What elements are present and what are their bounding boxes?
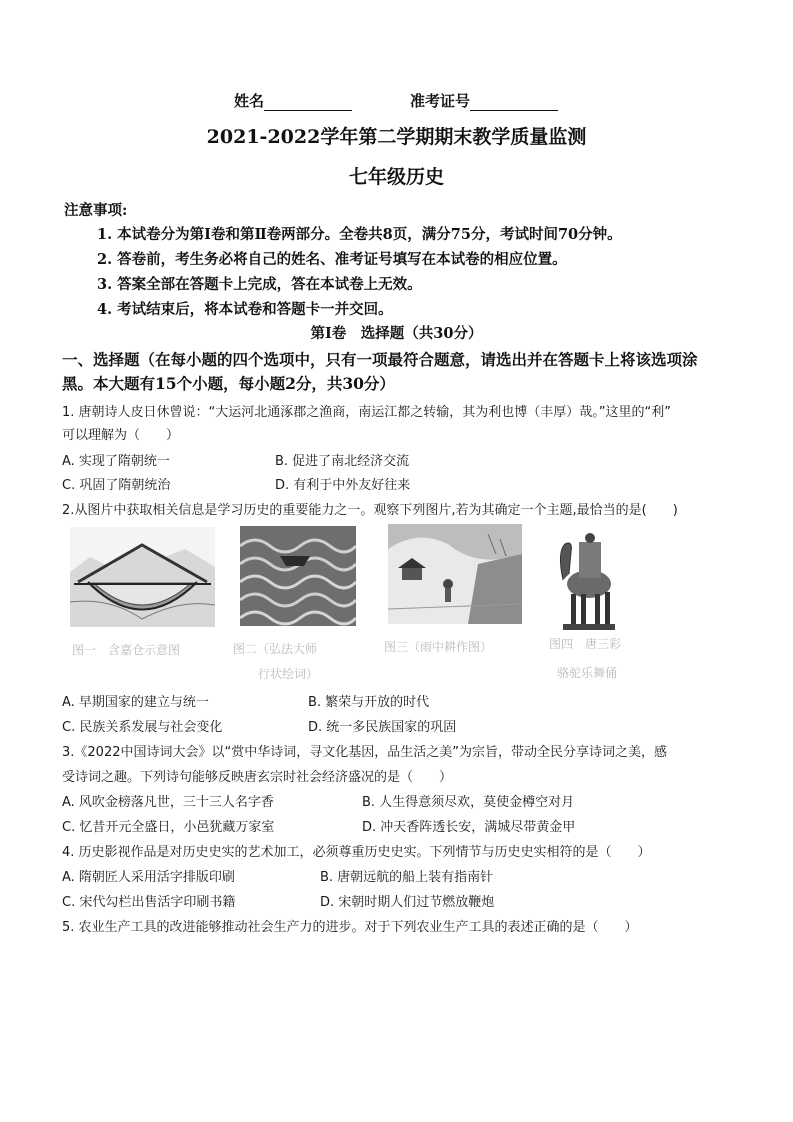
notice-item: 4. 考试结束后，将本试卷和答题卡一并交回。 <box>97 301 393 318</box>
question-stem: 3.《2022中国诗词大会》以“赏中华诗词，寻文化基因，品生活之美”为宗旨，带动全民分享诗词之美，感 <box>62 745 667 760</box>
option-d: D. 统一多民族国家的巩固 <box>308 720 457 735</box>
figure-caption: 图三（雨中耕作图） <box>384 640 493 654</box>
notice-heading: 注意事项: <box>64 202 128 219</box>
section-instruction: 黑。本大题有15个小题，每小题2分，共30分） <box>62 374 395 393</box>
id-label: 准考证号 <box>410 92 471 110</box>
granary-diagram-image <box>70 527 215 627</box>
figure-caption: 图四 唐三彩 <box>549 637 622 651</box>
question-stem: 可以理解为（ ） <box>62 428 180 443</box>
option-c: C. 巩固了隋朝统治 <box>62 478 171 493</box>
option-a: A. 隋朝匠人采用活字排版印刷 <box>62 870 235 885</box>
question-stem: 2.从图片中获取相关信息是学习历史的重要能力之一。观察下列图片,若为其确定一个主题,最恰当的是( ) <box>62 503 678 518</box>
figure-caption: 图一 含嘉仓示意图 <box>72 643 181 657</box>
question-stem: 4. 历史影视作品是对历史史实的艺术加工，必须尊重历史史实。下列情节与历史史实相符的是（ ） <box>62 845 651 860</box>
question-stem: 1. 唐朝诗人皮日休曾说：“大运河北通涿郡之渔商，南运江都之转输，其为利也博（丰厚）哉。”这里的“利” <box>62 405 671 420</box>
option-a: A. 早期国家的建立与统一 <box>62 695 209 710</box>
option-c: C. 忆昔开元全盛日，小邑犹藏万家室 <box>62 820 275 835</box>
option-d: D. 宋朝时期人们过节燃放鞭炮 <box>320 895 495 910</box>
subject-title: 七年级历史 <box>348 166 444 188</box>
notice-item: 1. 本试卷分为第Ⅰ卷和第Ⅱ卷两部分。全卷共8页，满分75分，考试时间70分钟。 <box>97 226 622 243</box>
section-title: 第Ⅰ卷 选择题（共30分） <box>310 325 483 342</box>
waves-painting-image <box>240 526 356 626</box>
option-b: B. 唐朝远航的船上装有指南针 <box>320 870 494 885</box>
option-d: D. 冲天香阵透长安，满城尽带黄金甲 <box>362 820 576 835</box>
exam-title: 2021-2022学年第二学期期末教学质量监测 <box>206 126 587 148</box>
name-field <box>234 90 352 111</box>
option-a: A. 实现了隋朝统一 <box>62 454 170 469</box>
notice-item: 3. 答案全部在答题卡上完成，答在本试卷上无效。 <box>97 276 422 293</box>
question-stem: 受诗词之趣。下列诗句能够反映唐玄宗时社会经济盛况的是（ ） <box>62 770 453 785</box>
figure-caption: 骆驼乐舞俑 <box>557 666 618 680</box>
rain-farming-image <box>388 524 522 624</box>
option-b: B. 促进了南北经济交流 <box>275 454 410 469</box>
option-b: B. 繁荣与开放的时代 <box>308 695 430 710</box>
option-c: C. 宋代勾栏出售活字印刷书籍 <box>62 895 236 910</box>
option-a: A. 风吹金榜落凡世，三十三人名字香 <box>62 795 274 810</box>
camel-figurine-image <box>545 522 625 634</box>
id-field <box>410 90 558 111</box>
name-underline <box>264 96 352 111</box>
option-d: D. 有利于中外友好往来 <box>275 478 411 493</box>
figure-caption: 图二（弘法大师 <box>233 642 318 656</box>
notice-item: 2. 答卷前，考生务必将自己的姓名、准考证号填写在本试卷的相应位置。 <box>97 251 567 268</box>
section-instruction: 一、选择题（在每小题的四个选项中，只有一项最符合题意，请选出并在答题卡上将该选项涂 <box>62 350 698 369</box>
option-b: B. 人生得意须尽欢，莫使金樽空对月 <box>362 795 575 810</box>
name-label: 姓名 <box>234 92 265 110</box>
question-stem: 5. 农业生产工具的改进能够推动社会生产力的进步。对于下列农业生产工具的表述正确的是（ ） <box>62 920 638 935</box>
figure-caption: 行状绘词） <box>258 667 319 681</box>
id-underline <box>470 96 558 111</box>
option-c: C. 民族关系发展与社会变化 <box>62 720 223 735</box>
